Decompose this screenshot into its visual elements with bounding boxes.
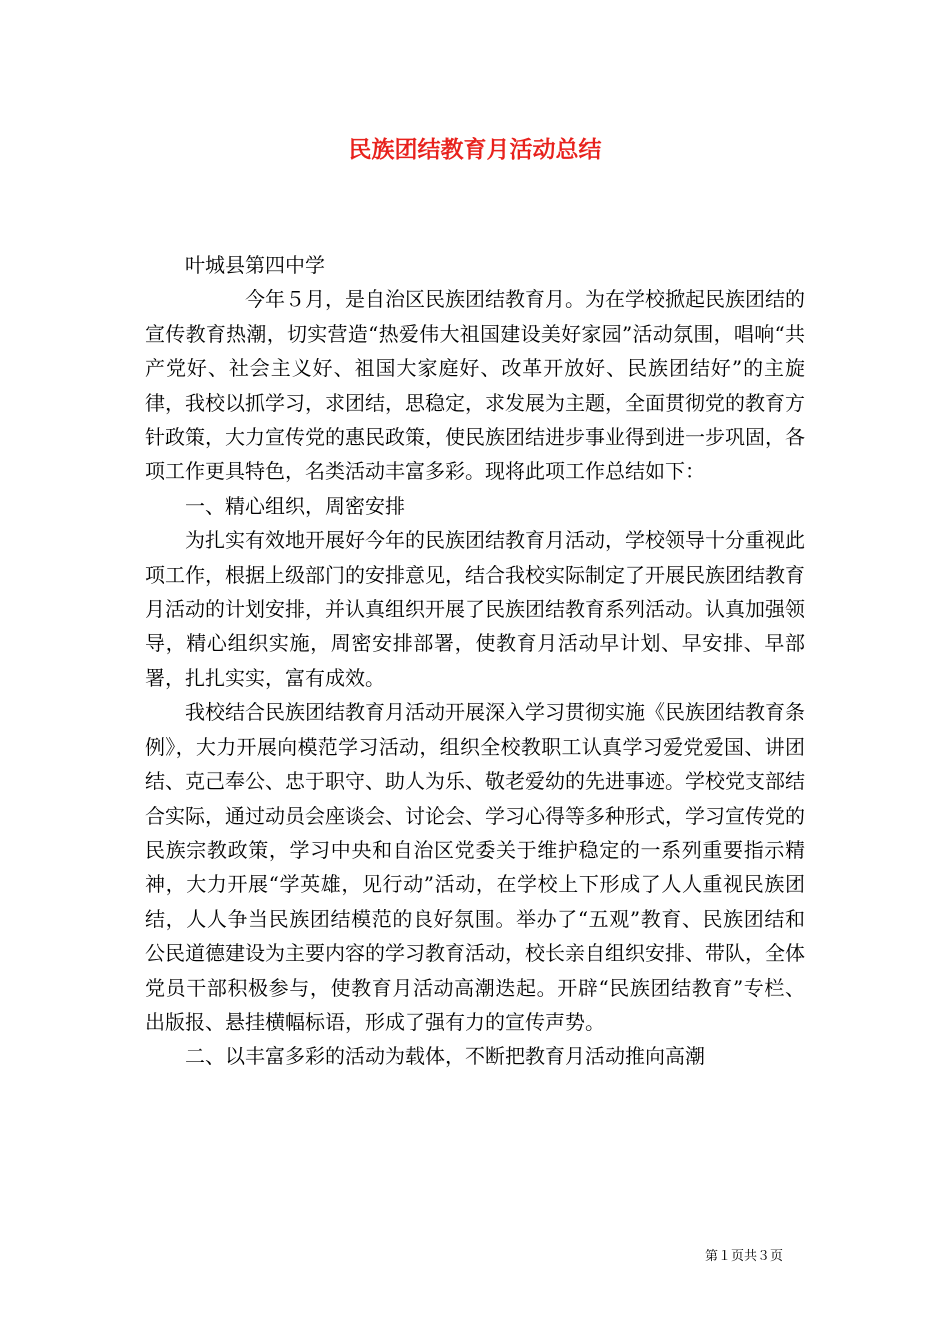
section-heading-2: 二、以丰富多彩的活动为载体，不断把教育月活动推向高潮: [185, 1044, 705, 1069]
school-name: 叶城县第四中学: [185, 253, 325, 277]
document-title: 民族团结教育月活动总结: [348, 136, 602, 163]
page-number: 第１页共３页: [705, 1249, 784, 1264]
body-paragraph: 我校结合民族团结教育月活动开展深入学习贯彻实施《民族团结教育条例》，大力开展向模范学习活动，组织全校教职工认真学习爱党爱国、讲团结、克己奉公、忠于职守、助人为乐、敬老爱幼的先进事迹。学校党支部结合实际，通过动员会座谈会、讨论会、学习心得等多种形式，学习宣传党的民族宗教政策，学习中央和自治区党委关于维护稳定的一系列重要指示精神，大力开展“学英雄，见行动”活动，在学校上下形成了人人重视民族团结，人人争当民族团结模范的良好氛围。举办了“五观”教育、民族团结和公民道德建设为主要内容的学习教育活动，校长亲自组织安排、带队，全体党员干部积极参与，使教育月活动高潮迭起。开辟“民族团结教育”专栏、出版报、悬挂横幅标语，形成了强有力的宣传声势。: [145, 700, 805, 1034]
document-body: [145, 248, 805, 1074]
intro-paragraph: 今年５月，是自治区民族团结教育月。为在学校掀起民族团结的宣传教育热潮，切实营造“热爱伟大祖国建设美好家园”活动氛围，唱响“共产党好、社会主义好、祖国大家庭好、改革开放好、民族团结好”的主旋律，我校以抓学习，求团结，思稳定，求发展为主题，全面贯彻党的教育方针政策，大力宣传党的惠民政策，使民族团结进步事业得到进一步巩固，各项工作更具特色，名类活动丰富多彩。现将此项工作总结如下：: [145, 287, 805, 484]
body-paragraph: 为扎实有效地开展好今年的民族团结教育月活动，学校领导十分重视此项工作，根据上级部门的安排意见，结合我校实际制定了开展民族团结教育月活动的计划安排，并认真组织开展了民族团结教育系列活动。认真加强领导，精心组织实施，周密安排部署，使教育月活动早计划、早安排、早部署，扎扎实实，富有成效。: [145, 528, 805, 690]
section-heading-1: 一、精心组织，周密安排: [185, 493, 405, 518]
